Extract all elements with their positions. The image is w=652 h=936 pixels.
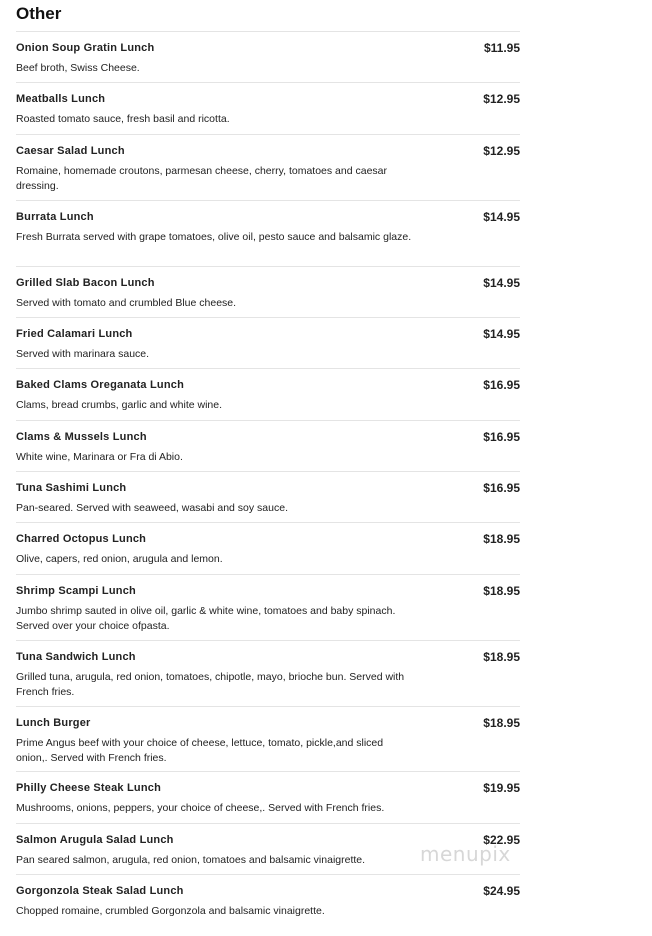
item-description: Jumbo shrimp sauted in olive oil, garlic & white wine, tomatoes and baby spinach. Served over your choice ofpasta. — [16, 605, 396, 632]
item-description: Olive, capers, red onion, arugula and lemon. — [16, 553, 223, 565]
menu-item — [16, 368, 520, 413]
item-name: Charred Octopus Lunch — [16, 533, 147, 545]
item-description: Served with tomato and crumbled Blue cheese. — [16, 297, 237, 309]
menu-item — [16, 420, 520, 465]
item-name: Baked Clams Oreganata Lunch — [16, 379, 185, 391]
item-price: $24.95 — [483, 884, 520, 898]
section-title: Other — [16, 4, 62, 23]
item-price: $16.95 — [483, 378, 520, 392]
item-price: $18.95 — [483, 584, 520, 598]
item-name: Salmon Arugula Salad Lunch — [16, 834, 174, 846]
item-price: $18.95 — [483, 650, 520, 664]
menupix-watermark: menupix — [420, 842, 511, 866]
menu-item — [16, 82, 520, 127]
item-name: Meatballs Lunch — [16, 93, 106, 105]
item-price: $11.95 — [483, 41, 520, 55]
item-description: Beef broth, Swiss Cheese. — [16, 62, 140, 74]
item-name: Tuna Sashimi Lunch — [16, 482, 127, 494]
menu-item — [16, 771, 520, 816]
item-description: Romaine, homemade croutons, parmesan cheese, cherry, tomatoes and caesar dressing. — [16, 165, 387, 192]
menu-item — [16, 874, 520, 919]
menu-item — [16, 317, 520, 362]
item-description: Fresh Burrata served with grape tomatoes, olive oil, pesto sauce and balsamic glaze. — [16, 231, 412, 243]
menu-item — [16, 640, 520, 700]
item-name: Clams & Mussels Lunch — [16, 431, 147, 443]
menu-item — [16, 574, 520, 634]
item-price: $16.95 — [483, 430, 520, 444]
item-name: Grilled Slab Bacon Lunch — [16, 277, 155, 289]
item-name: Tuna Sandwich Lunch — [16, 651, 136, 663]
menu-item — [16, 471, 520, 516]
menu-item — [16, 200, 520, 245]
menu-item — [16, 706, 520, 766]
item-name: Caesar Salad Lunch — [16, 145, 125, 157]
item-price: $22.95 — [483, 833, 520, 847]
item-description: Mushrooms, onions, peppers, your choice of cheese,. Served with French fries. — [16, 802, 385, 814]
item-price: $14.95 — [483, 210, 520, 224]
item-price: $12.95 — [483, 92, 520, 106]
item-description: Grilled tuna, arugula, red onion, tomatoes, chipotle, mayo, brioche bun. Served with French fries. — [16, 671, 405, 698]
item-description: Pan-seared. Served with seaweed, wasabi and soy sauce. — [16, 502, 288, 514]
menu-item — [16, 134, 520, 194]
menu-item — [16, 31, 520, 76]
item-description: White wine, Marinara or Fra di Abio. — [16, 451, 183, 463]
item-name: Burrata Lunch — [16, 211, 94, 223]
item-price: $12.95 — [483, 144, 520, 158]
item-price: $18.95 — [483, 532, 520, 546]
item-price: $14.95 — [483, 327, 520, 341]
item-name: Shrimp Scampi Lunch — [16, 585, 136, 597]
item-price: $19.95 — [483, 781, 520, 795]
menu-item — [16, 266, 520, 311]
menu-item — [16, 522, 520, 567]
item-name: Philly Cheese Steak Lunch — [16, 782, 161, 794]
item-description: Roasted tomato sauce, fresh basil and ricotta. — [16, 113, 230, 125]
item-name: Lunch Burger — [16, 717, 91, 729]
item-name: Gorgonzola Steak Salad Lunch — [16, 885, 184, 897]
item-name: Onion Soup Gratin Lunch — [16, 42, 155, 54]
item-price: $14.95 — [483, 276, 520, 290]
item-price: $18.95 — [483, 716, 520, 730]
item-price: $16.95 — [483, 481, 520, 495]
item-description: Prime Angus beef with your choice of cheese, lettuce, tomato, pickle,and sliced onion,. Served with French fries. — [16, 737, 384, 764]
item-description: Clams, bread crumbs, garlic and white wine. — [16, 399, 223, 411]
item-name: Fried Calamari Lunch — [16, 328, 133, 340]
item-description: Served with marinara sauce. — [16, 348, 150, 360]
item-description: Chopped romaine, crumbled Gorgonzola and balsamic vinaigrette. — [16, 905, 325, 917]
item-description: Pan seared salmon, arugula, red onion, tomatoes and balsamic vinaigrette. — [16, 854, 366, 866]
